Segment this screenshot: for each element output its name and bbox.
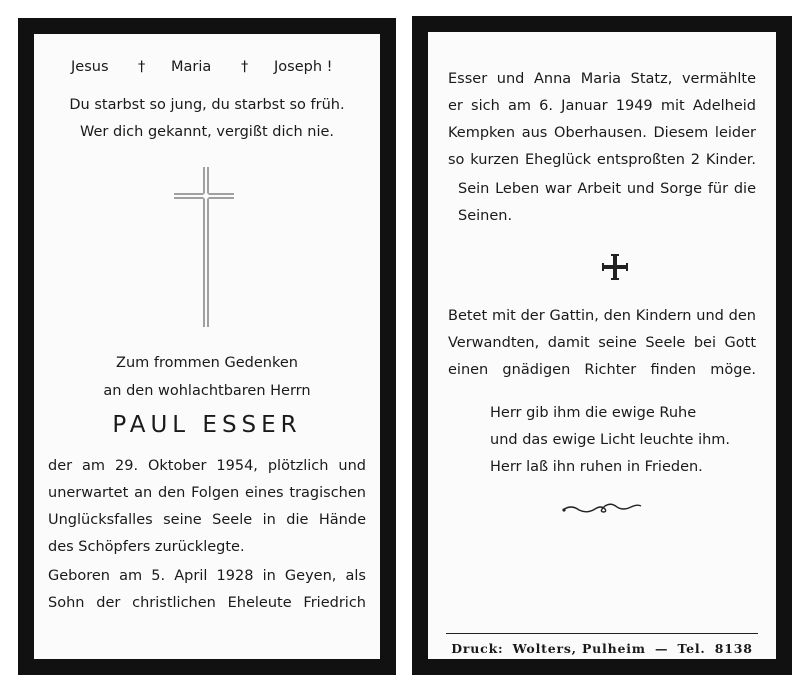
- printer-dash: —: [654, 641, 669, 656]
- prayer-line-2: Verwandten, damit seine Seele bei Gott: [448, 335, 756, 351]
- body-line-6: Sohn der christlichen Eheleute Friedrich: [48, 595, 366, 611]
- left-card-border: [18, 18, 396, 675]
- memorial-line-1: Zum frommen Gedenken: [116, 355, 298, 371]
- body-line-4: des Schöpfers zurücklegte.: [48, 539, 245, 555]
- left-card: [34, 34, 380, 659]
- right-card-border: [412, 16, 792, 675]
- right-body-line-1: Esser und Anna Maria Statz, vermählte: [448, 71, 756, 87]
- printer-tel-number: 8138: [714, 641, 753, 656]
- printer-tel-label: Tel.: [677, 641, 706, 656]
- closing-line-2: und das ewige Licht leuchte ihm.: [490, 432, 731, 448]
- body-line-1: der am 29. Oktober 1954, plötzlich und: [48, 458, 366, 474]
- right-body-line-4: so kurzen Eheglück entsproßten 2 Kinder.: [448, 152, 756, 168]
- body-line-2: unerwartet an den Folgen eines tragischen: [48, 485, 366, 501]
- right-card: [428, 32, 776, 659]
- ornamental-cross-icon: [602, 254, 628, 280]
- right-body-line-3: Kempken aus Oberhausen. Diesem leider: [448, 125, 756, 141]
- invocation-joseph: Joseph !: [274, 59, 333, 75]
- invocation-cross-2: †: [241, 59, 249, 75]
- closing-line-1: Herr gib ihm die ewige Ruhe: [490, 405, 697, 421]
- invocation-maria: Maria: [171, 59, 212, 75]
- prayer-line-1: Betet mit der Gattin, den Kindern und den: [448, 308, 756, 324]
- verse-line-1: Du starbst so jung, du starbst so früh.: [69, 97, 345, 113]
- body-line-3: Unglücksfalles seine Seele in die Hände: [48, 512, 366, 528]
- prayer-line-3: einen gnädigen Richter finden möge.: [448, 362, 756, 378]
- invocation-jesus: Jesus: [71, 59, 109, 75]
- memorial-line-2: an den wohlachtbaren Herrn: [103, 383, 311, 399]
- verse-line-2: Wer dich gekannt, vergißt dich nie.: [79, 124, 335, 140]
- right-body-line-2: er sich am 6. Januar 1949 mit Adelheid: [448, 98, 756, 114]
- cross-icon: [172, 167, 236, 327]
- printer-label: Druck:: [451, 641, 504, 656]
- printer-imprint: [428, 641, 776, 656]
- invocation: [34, 58, 380, 78]
- body-line-5: Geboren am 5. April 1928 in Geyen, als: [48, 568, 366, 584]
- flourish-icon: [561, 500, 643, 516]
- right-body-line-6: Seinen.: [458, 208, 513, 224]
- deceased-name: PAUL ESSER: [112, 412, 302, 438]
- closing-line-3: Herr laß ihn ruhen in Frieden.: [490, 459, 703, 475]
- right-body-line-5: Sein Leben war Arbeit und Sorge für die: [458, 181, 756, 197]
- printer-name: Wolters, Pulheim: [512, 641, 646, 656]
- invocation-cross-1: †: [138, 59, 146, 75]
- printer-rule: [446, 633, 758, 634]
